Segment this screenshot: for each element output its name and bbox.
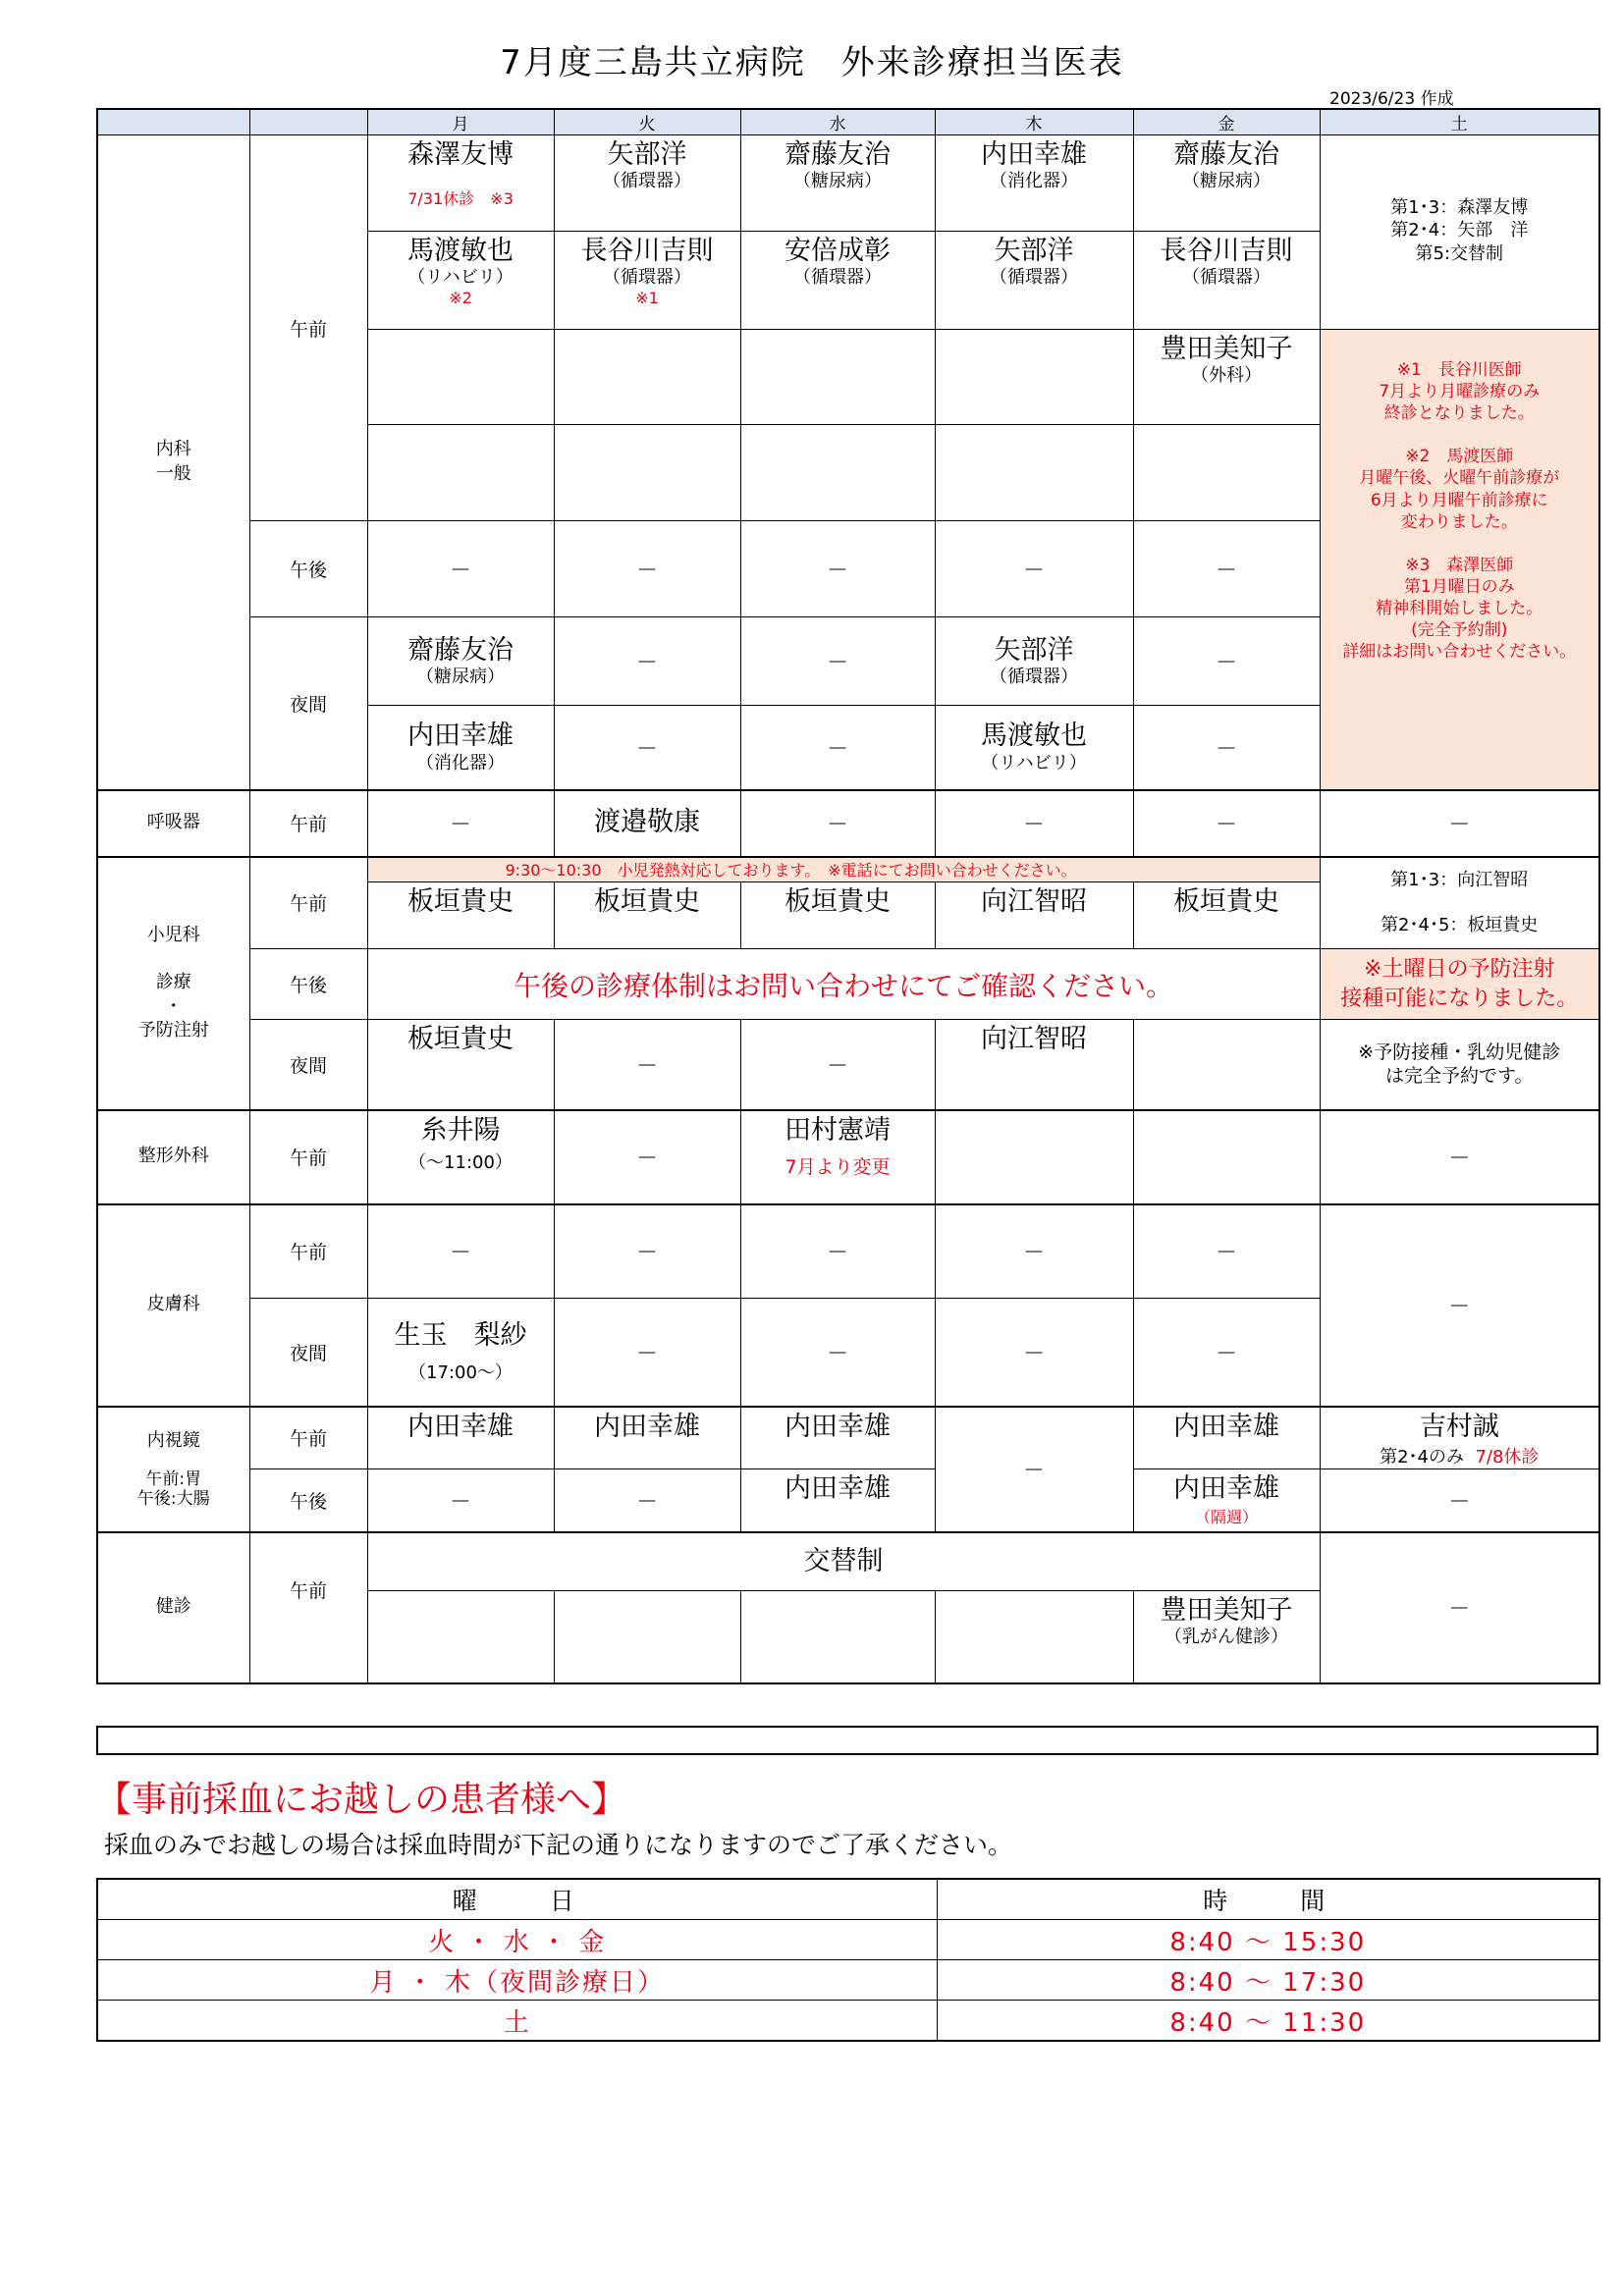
- hifu-am-wed: －: [740, 1204, 935, 1299]
- naika-r4-fri: [1133, 425, 1320, 521]
- kenshin-rotation-label: 交替制: [803, 1545, 884, 1576]
- kokyuki-thu: －: [935, 790, 1133, 857]
- doctor-name: 豊田美知子: [1160, 1595, 1293, 1626]
- naika-pm-thu: －: [935, 521, 1133, 617]
- naika-r4-thu: [935, 425, 1133, 521]
- dept-naika: 内科 一般: [97, 135, 249, 790]
- kokyuki-wed: －: [740, 790, 935, 857]
- kokyuki-fri: －: [1133, 790, 1320, 857]
- specialty: （糖尿病）: [1182, 171, 1271, 192]
- note: 7/31休診 ※3: [407, 189, 514, 209]
- doctor-name: 長谷川吉則: [1160, 236, 1293, 266]
- naika-night2-tue: －: [554, 706, 740, 790]
- blood-row-time: 8:40 ～ 17:30: [937, 1960, 1599, 2001]
- slot-pm: 午後: [249, 521, 367, 617]
- shonika-pm-message: 午後の診療体制はお問い合わせにてご確認ください。: [367, 949, 1320, 1020]
- shonika-fever-banner: 9:30～10:30 小児発熱対応しております。 ※電話にてお問い合わせください。: [367, 857, 1320, 882]
- day-sat: 土: [1320, 109, 1599, 135]
- kokyuki-sat: －: [1320, 790, 1599, 857]
- blood-notice-text: 採血のみでお越しの場合は採血時間が下記の通りになりますのでご了承ください。: [104, 1831, 1013, 1859]
- hifu-night-tue: －: [554, 1299, 740, 1407]
- doctor-name: 板垣貴史: [785, 886, 891, 917]
- header-blank: [249, 109, 367, 135]
- slot-pm: 午後: [249, 949, 367, 1020]
- note: （17:00～）: [408, 1362, 513, 1383]
- doctor-name: 矢部洋: [994, 236, 1074, 266]
- day-wed: 水: [740, 109, 935, 135]
- naika-night1-mon: [367, 617, 554, 706]
- shonika-night-fri: [1133, 1020, 1320, 1110]
- specialty: （循環器）: [990, 666, 1078, 687]
- shonika-sat-am: 第1･3：向江智昭 第2･4･5：板垣貴史: [1320, 857, 1599, 949]
- seikei-wed: [740, 1110, 935, 1204]
- specialty: （循環器）: [603, 171, 691, 192]
- day-thu: 木: [935, 109, 1133, 135]
- hifu-am-mon: －: [367, 1204, 554, 1299]
- naika-r2-tue: [554, 232, 740, 330]
- doctor-name: 内田幸雄: [785, 1473, 891, 1504]
- naika-r1-wed: [740, 135, 935, 232]
- blood-row-time: 8:40 ～ 15:30: [937, 1920, 1599, 1960]
- schedule-table: [96, 108, 1600, 1684]
- blood-header-day: 曜 日: [97, 1879, 937, 1920]
- doctor-name: 齋藤友治: [785, 139, 891, 170]
- blood-header-time: 時 間: [937, 1879, 1599, 1920]
- doctor-name: 内田幸雄: [407, 721, 514, 752]
- naika-r2-fri: [1133, 232, 1320, 330]
- doctor-name: 齋藤友治: [1173, 139, 1279, 170]
- doctor-name: 内田幸雄: [407, 1411, 514, 1442]
- hifu-am-fri: －: [1133, 1204, 1320, 1299]
- dept-kokyuki: 呼吸器: [97, 790, 249, 857]
- doctor-name: 矢部洋: [994, 634, 1074, 666]
- naika-night1-tue: －: [554, 617, 740, 706]
- naishikyo-am-fri: [1133, 1407, 1320, 1469]
- naika-pm-fri: －: [1133, 521, 1320, 617]
- kenshin-rotation: [367, 1532, 1320, 1591]
- slot-night: 夜間: [249, 1299, 367, 1407]
- hifu-am-thu: －: [935, 1204, 1133, 1299]
- naika-r2-thu: [935, 232, 1133, 330]
- slot-am: 午前: [249, 1407, 367, 1469]
- dept-naishikyo-note: 午前:胃 午後:大腸: [136, 1469, 210, 1509]
- specialty: （外科）: [1191, 365, 1262, 387]
- doctor-name: 内田幸雄: [981, 139, 1087, 170]
- naishikyo-pm-wed: [740, 1469, 935, 1532]
- naishikyo-pm-tue: －: [554, 1469, 740, 1532]
- naika-r1-tue: [554, 135, 740, 232]
- doctor-name: 向江智昭: [981, 886, 1087, 917]
- day-mon: 月: [367, 109, 554, 135]
- doctor-name: 内田幸雄: [785, 1411, 891, 1442]
- slot-am: 午前: [249, 135, 367, 521]
- doctor-name: 板垣貴史: [594, 886, 700, 917]
- doctor-name: 馬渡敏也: [981, 721, 1087, 752]
- doctor-name: 豊田美知子: [1160, 334, 1293, 364]
- slot-night: 夜間: [249, 1020, 367, 1110]
- specialty: （消化器）: [990, 171, 1078, 192]
- specialty: （糖尿病）: [793, 171, 882, 192]
- doctor-name: 吉村誠: [1419, 1411, 1499, 1442]
- slot-am: 午前: [249, 1532, 367, 1683]
- slot-night: 夜間: [249, 617, 367, 790]
- specialty: （リハビリ）: [981, 752, 1087, 774]
- day-fri: 金: [1133, 109, 1320, 135]
- naishikyo-pm-sat: －: [1320, 1469, 1599, 1532]
- shonika-am-fri: [1133, 882, 1320, 949]
- doctor-name: 板垣貴史: [407, 1024, 514, 1054]
- naishikyo-am-wed: [740, 1407, 935, 1469]
- naika-pm-mon: －: [367, 521, 554, 617]
- doctor-name: 生玉 梨紗: [394, 1320, 527, 1352]
- seikei-sat: －: [1320, 1110, 1599, 1204]
- naika-night1-thu: [935, 617, 1133, 706]
- hifu-night-fri: －: [1133, 1299, 1320, 1407]
- blood-row-day: 月 ・ 木（夜間診療日）: [97, 1960, 937, 2001]
- note: 第2･4のみ 7/8休診: [1380, 1446, 1540, 1468]
- doctor-name: 板垣貴史: [1173, 886, 1279, 917]
- shonika-am-tue: [554, 882, 740, 949]
- naika-r4-mon: [367, 425, 554, 521]
- specialty: （リハビリ）: [407, 267, 514, 289]
- header-row: [97, 109, 1599, 135]
- hifu-sat: －: [1320, 1204, 1599, 1407]
- naika-r4-tue: [554, 425, 740, 521]
- hifu-night-mon: [367, 1299, 554, 1407]
- naika-r3-mon: [367, 330, 554, 425]
- hifu-night-wed: －: [740, 1299, 935, 1407]
- blood-row-day: 土: [97, 2001, 937, 2042]
- naika-night2-thu: [935, 706, 1133, 790]
- blood-row-day: 火 ・ 水 ・ 金: [97, 1920, 937, 1960]
- naika-notice: ※1 長谷川医師 7月より月曜診療のみ 終診となりました。 ※2 馬渡医師 月曜午後、火曜午前診療が 6月より月曜午前診療に 変わりました。 ※3 森澤医師 第1月曜日のみ 精神科開始しました。 (完全予約制) 詳細はお問い合わせください。: [1320, 330, 1599, 790]
- note: ※1: [635, 288, 659, 307]
- naika-r4-wed: [740, 425, 935, 521]
- day-tue: 火: [554, 109, 740, 135]
- blood-row-time: 8:40 ～ 11:30: [937, 2001, 1599, 2042]
- created-date: 2023/6/23 作成: [1329, 89, 1454, 109]
- doctor-name: 内田幸雄: [1173, 1473, 1279, 1504]
- doctor-name: 渡邉敬康: [594, 807, 700, 838]
- specialty: （循環器）: [603, 267, 691, 289]
- doctor-name: 馬渡敏也: [407, 236, 514, 266]
- seikei-mon: [367, 1110, 554, 1204]
- doctor-name: 内田幸雄: [1173, 1411, 1279, 1442]
- dept-kenshin: 健診: [97, 1532, 249, 1683]
- naishikyo-am-mon: [367, 1407, 554, 1469]
- naika-sat-am: 第1･3：森澤友博 第2･4：矢部 洋 第5:交替制: [1320, 135, 1599, 330]
- specialty: （糖尿病）: [416, 666, 505, 687]
- dept-naishikyo-label: 内視鏡: [146, 1429, 200, 1451]
- slot-am: 午前: [249, 1204, 367, 1299]
- shonika-am-thu: [935, 882, 1133, 949]
- note: （隔週）: [1194, 1508, 1258, 1527]
- doctor-name: 田村憲靖: [785, 1114, 891, 1146]
- doctor-name: 安倍成彰: [785, 236, 891, 266]
- naika-r3-tue: [554, 330, 740, 425]
- naika-night1-fri: －: [1133, 617, 1320, 706]
- naika-pm-wed: －: [740, 521, 935, 617]
- slot-am: 午前: [249, 857, 367, 949]
- hifu-night-thu: －: [935, 1299, 1133, 1407]
- slot-pm: 午後: [249, 1469, 367, 1532]
- seikei-thu: [935, 1110, 1133, 1204]
- specialty: （消化器）: [416, 752, 505, 774]
- shonika-night-wed: －: [740, 1020, 935, 1110]
- shonika-night-tue: －: [554, 1020, 740, 1110]
- naika-r2-mon: [367, 232, 554, 330]
- naishikyo-pm-fri: [1133, 1469, 1320, 1532]
- naika-r3-thu: [935, 330, 1133, 425]
- doctor-name: 向江智昭: [981, 1024, 1087, 1054]
- naishikyo-thu: －: [935, 1407, 1133, 1532]
- specialty: （循環器）: [793, 267, 882, 289]
- note: 7月より変更: [785, 1155, 891, 1178]
- kokyuki-mon: －: [367, 790, 554, 857]
- specialty: （循環器）: [1182, 267, 1271, 289]
- doctor-name: 内田幸雄: [594, 1411, 700, 1442]
- naika-night2-wed: －: [740, 706, 935, 790]
- kokyuki-tue: [554, 790, 740, 857]
- kenshin-wed: [740, 1591, 935, 1683]
- doctor-name: 糸井陽: [420, 1114, 501, 1146]
- shonika-am-mon: [367, 882, 554, 949]
- header-blank: [97, 109, 249, 135]
- naika-r2-wed: [740, 232, 935, 330]
- dept-seikei: 整形外科: [97, 1110, 249, 1204]
- naika-pm-tue: －: [554, 521, 740, 617]
- note: ※2: [449, 288, 472, 307]
- doctor-name: 齋藤友治: [407, 634, 514, 666]
- shonika-am-wed: [740, 882, 935, 949]
- page-title: 7月度三島共立病院 外来診療担当医表: [500, 43, 1124, 82]
- naika-r1-thu: [935, 135, 1133, 232]
- naika-r3-fri: [1133, 330, 1320, 425]
- blood-time-table: [96, 1878, 1600, 2042]
- slot-am: 午前: [249, 790, 367, 857]
- doctor-name: 板垣貴史: [407, 886, 514, 917]
- naika-r3-wed: [740, 330, 935, 425]
- shonika-night-thu: [935, 1020, 1133, 1110]
- hifu-am-tue: －: [554, 1204, 740, 1299]
- kenshin-tue: [554, 1591, 740, 1683]
- seikei-tue: －: [554, 1110, 740, 1204]
- blank-box: [96, 1726, 1598, 1755]
- doctor-name: 森澤友博: [407, 139, 514, 170]
- kenshin-thu: [935, 1591, 1133, 1683]
- slot-am: 午前: [249, 1110, 367, 1204]
- shonika-night-mon: [367, 1020, 554, 1110]
- seikei-fri: [1133, 1110, 1320, 1204]
- blood-notice-title: 【事前採血にお越しの患者様へ】: [96, 1780, 627, 1820]
- dept-naishikyo: [97, 1407, 249, 1532]
- naishikyo-am-sat: [1320, 1407, 1599, 1469]
- naishikyo-pm-mon: －: [367, 1469, 554, 1532]
- kenshin-fri: [1133, 1591, 1320, 1683]
- kenshin-sat: －: [1320, 1532, 1599, 1683]
- dept-hifu: 皮膚科: [97, 1204, 249, 1407]
- specialty: （乳がん健診）: [1164, 1627, 1288, 1648]
- kenshin-mon: [367, 1591, 554, 1683]
- naika-r1-fri: [1133, 135, 1320, 232]
- doctor-name: 矢部洋: [607, 139, 687, 170]
- naika-night2-fri: －: [1133, 706, 1320, 790]
- specialty: （循環器）: [990, 267, 1078, 289]
- naishikyo-am-tue: [554, 1407, 740, 1469]
- naika-night1-wed: －: [740, 617, 935, 706]
- dept-shonika: 小児科 診療 ・ 予防注射: [97, 857, 249, 1110]
- shonika-sat-night: ※予防接種・乳幼児健診 は完全予約です。: [1320, 1020, 1599, 1110]
- naika-r1-mon: [367, 135, 554, 232]
- doctor-name: 長谷川吉則: [580, 236, 714, 266]
- naika-night2-mon: [367, 706, 554, 790]
- shonika-sat-pm: ※土曜日の予防注射 接種可能になりました。: [1320, 949, 1599, 1020]
- note: （～11:00）: [408, 1151, 513, 1173]
